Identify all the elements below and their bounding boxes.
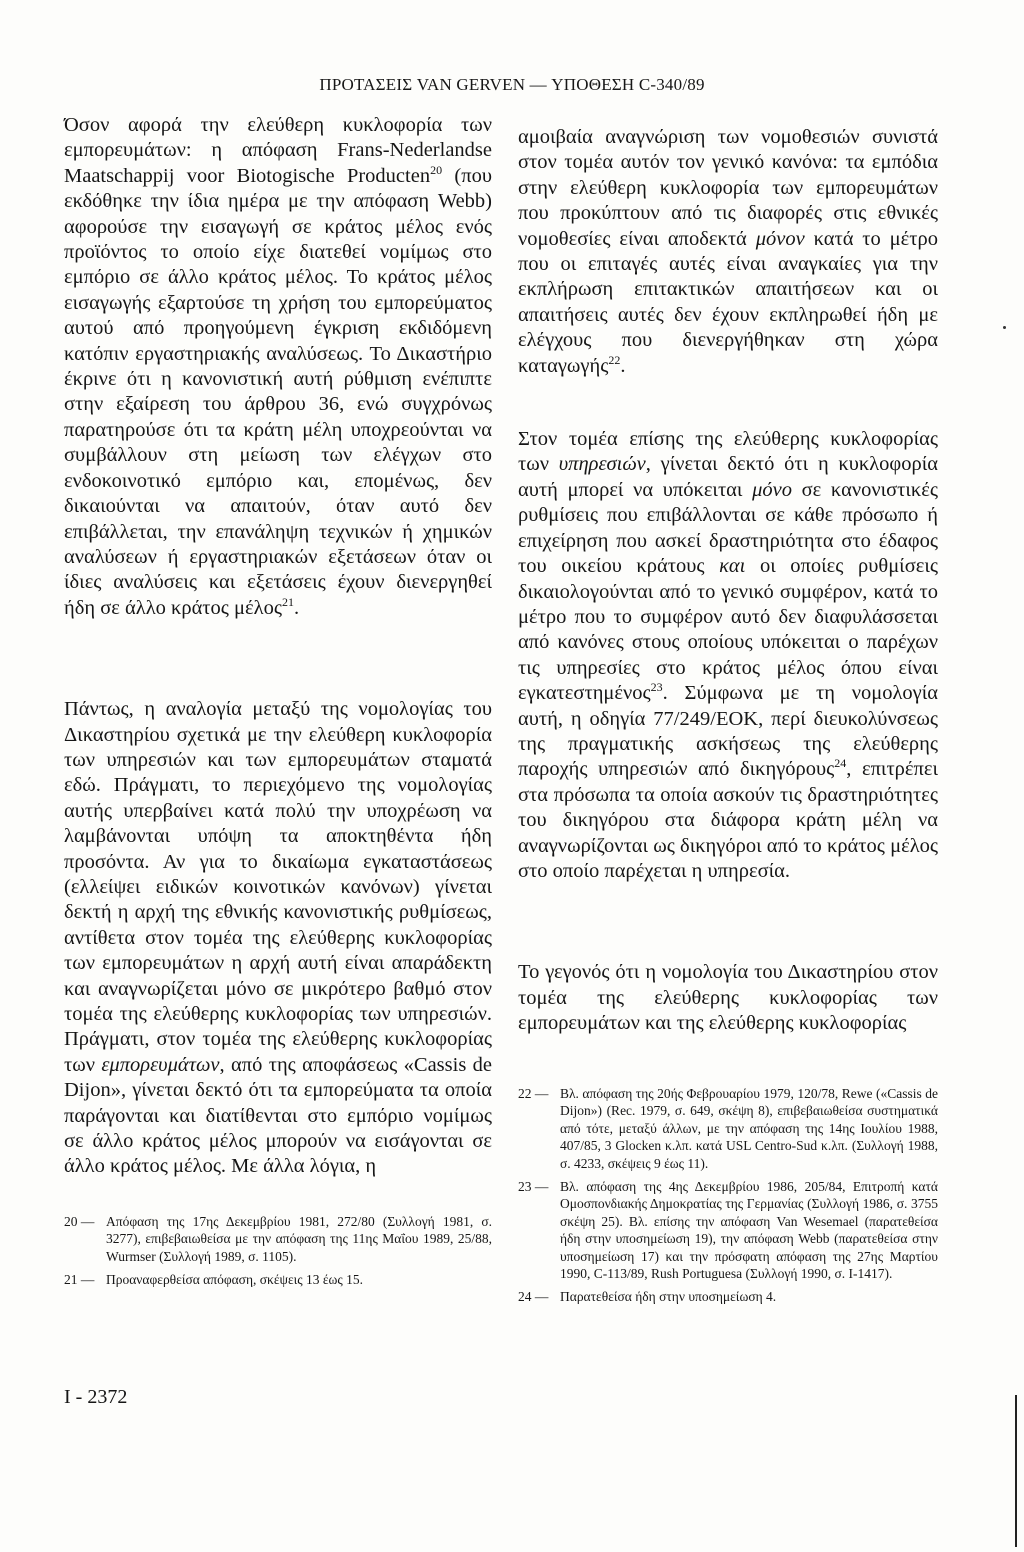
- emphasis: και: [719, 555, 746, 578]
- footnote-number: 20 —: [64, 1214, 95, 1229]
- footnote-ref[interactable]: 22: [608, 352, 621, 367]
- emphasis: υπηρεσιών: [558, 453, 646, 476]
- footnote-number: 24 —: [518, 1289, 549, 1305]
- footnotes-right: [518, 1085, 938, 1312]
- running-header: ΠΡΟΤΑΣΕΙΣ VAN GERVEN — ΥΠΟΘΕΣΗ C-340/89: [319, 75, 705, 94]
- emphasis: εμπορευμάτων: [101, 1053, 220, 1076]
- page-number: I - 2372: [64, 1386, 128, 1408]
- footnote-ref[interactable]: 20: [430, 162, 443, 177]
- scan-edge-line: [1015, 1395, 1017, 1547]
- footnote: [64, 1271, 492, 1288]
- emphasis: μόνο: [752, 478, 792, 501]
- footnote: [518, 1288, 938, 1305]
- paragraph: Το γεγονός ότι η νομολογία του Δικαστηρίου στον τομέα της ελεύθερης κυκλοφορίας των εμπορευμάτων και της ελεύθερης κυκλοφορίας: [518, 961, 938, 1035]
- footnote: [518, 1085, 938, 1172]
- footnote-text: Απόφαση της 17ης Δεκεμβρίου 1981, 272/80 (Συλλογή 1981, σ. 3277), επιβεβαιωθείσα με την απόφαση της 11ης Μαΐου 1989, 25/88, Wurmser (Συλλογή 1989, σ. 1105).: [106, 1214, 492, 1264]
- footnote-number: 23 —: [518, 1179, 549, 1195]
- paragraph: αμοιβαία αναγνώριση των νομοθεσιών συνιστά στον τομέα αυτόν τον γενικό κανόνα: τα εμπόδια στην ελεύθερη κυκλοφορία των εμπορευμάτων που προκύπτουν από τις διαφορές στις εθνικές νομοθεσίες είναι αποδεκτά μόνον κατά το μέτρο που οι επιταγές αυτές είναι αναγκαίες για την εκπλήρωση επιτακτικών απαιτήσεων και οι απαιτήσεις αυτές δεν έχουν εκπληρωθεί ήδη με ελέγχους που διενεργήθηκαν στη χώρα καταγωγής$^{22}$.: [518, 126, 938, 377]
- footnote-ref[interactable]: 23: [650, 680, 663, 695]
- footnote-text: Βλ. απόφαση της 20ής Φεβρουαρίου 1979, 120/78, Rewe («Cassis de Dijon») (Rec. 1979, σ. 649, σκέψη 8), επιβεβαιωθείσα συστηματικά από τότε, μεταξύ άλλων, με την απόφαση της 14ης Ιουλίου 1988, 407/85, 3 Glocken κ.λπ. κατά USL Centro-Sud κ.λπ. (Συλλογή 1988, σ. 4233, σκέψεις 9 έως 11).: [560, 1086, 938, 1171]
- footnote-ref[interactable]: 24: [834, 756, 847, 771]
- footnote-number: 22 —: [518, 1086, 549, 1101]
- footnote-number: 21 —: [64, 1272, 95, 1288]
- scan-speck: [1003, 326, 1006, 329]
- paragraph: Όσον αφορά την ελεύθερη κυκλοφορία των εμπορευμάτων: η απόφαση Frans-Nederlandse Maatschappij voor Biotogische Producten$^{20}$ (που εκδόθηκε την ίδια ημέρα με την απόφαση Webb) αφορούσε την εισαγωγή σε κράτος μέλος ενός προϊόντος το οποίο είχε διατεθεί νομίμως στο εμπόριο σε άλλο κράτος μέλος. Το κράτος μέλος εισαγωγής εξαρτούσε τη χρήση του εμπορεύματος αυτού από προηγούμενη έγκριση εκδιδόμενη κατόπιν εργαστηριακής αναλύσεως. Το Δικαστήριο έκρινε ότι η κανονιστική αυτή ρύθμιση ενέπιπτε στην εξαίρεση του άρθρου 36, ενώ συγχρόνως παρατηρούσε ότι τα κράτη μέλη υποχρεούνται να συμβάλλουν στη μείωση των ελέγχων στο ενδοκοινοτικό εμπόριο και, επομένως, δεν δικαιούνται να απαιτούν, όταν αυτό δεν επιβάλλεται, την επανάληψη τεχνικών ή χημικών αναλύσεων ή εργαστηριακών εξετάσεων όταν οι ίδιες αναλύσεις και εξετάσεις έχουν διενεργηθεί ήδη σε άλλο κράτος μέλος$^{21}$.: [64, 114, 493, 619]
- footnote-text: Προαναφερθείσα απόφαση, σκέψεις 13 έως 15.: [106, 1272, 364, 1288]
- footnote-text: Παρατεθείσα ήδη στην υποσημείωση 4.: [560, 1289, 777, 1305]
- emphasis: μόνον: [755, 227, 805, 250]
- footnote: [518, 1178, 938, 1282]
- footnotes-left: [64, 1213, 492, 1295]
- footnote: [64, 1213, 492, 1265]
- paragraph: Στον τομέα επίσης της ελεύθερης κυκλοφορίας των υπηρεσιών, γίνεται δεκτό ότι η κυκλοφορία αυτή μπορεί να υπόκειται μόνο σε κανονιστικές ρυθμίσεις που επιβάλλονται σε κάθε πρόσωπο ή επιχείρηση που ασκεί δραστηριότητα στο έδαφος του οικείου κράτους και οι οποίες ρυθμίσεις δικαιολογούνται από το γενικό συμφέρον, κατά το μέτρο που το συμφέρον αυτό δεν διαφυλάσσεται από κανόνες στους οποίους υπόκειται ο παρέχων τις υπηρεσίες στο κράτος μέλος όπου είναι εγκατεστημένος$^{23}$. Σύμφωνα με τη νομολογία αυτή, η οδηγία 77/249/ΕΟΚ, περί διευκολύνσεως της πραγματικής ασκήσεως της ελεύθερης παροχής υπηρεσιών από δικηγόρους$^{24}$, επιτρέπει στα πρόσωπα τα οποία ασκούν τις δραστηριότητες του δικηγόρου στα διάφορα κράτη μέλη να αναγνωρίζονται ως δικηγόροι από το κράτος μέλος στο οποίο παρέχεται η υπηρεσία.: [518, 428, 938, 882]
- footnote-ref[interactable]: 21: [281, 594, 294, 609]
- left-column: [64, 113, 492, 1180]
- footnote-text: Βλ. απόφαση της 4ης Δεκεμβρίου 1986, 205/84, Επιτροπή κατά Ομοσπονδιακής Δημοκρατίας της Γερμανίας (Συλλογή 1986, σ. 3755 σκέψη 25). Βλ. επίσης την απόφαση Van Wesemael (παρατεθείσα ήδη στην υποσημείωση 19), την απόφαση Webb (παρατεθείσα στην υποσημείωση 17) και την πρόσφατη απόφαση της 27ης Μαρτίου 1990, C-113/89, Rush Portuguesa (Συλλογή 1990, σ. I-1417).: [560, 1179, 938, 1282]
- right-column: [518, 125, 938, 1037]
- paragraph: Πάντως, η αναλογία μεταξύ της νομολογίας του Δικαστηρίου σχετικά με την ελεύθερη κυκλοφορία των υπηρεσιών και των εμπορευμάτων σταματά εδώ. Πράγματι, το περιεχόμενο της νομολογίας αυτής υπερβαίνει κατά πολύ την υποχρέωση να λαμβάνονται υπόψη τα αποκτηθέντα ήδη προσόντα. Αν για το δικαίωμα εγκαταστάσεως (ελλείψει ειδικών κοινοτικών κανόνων) γίνεται δεκτή η αρχή της εθνικής κανονιστικής ρυθμίσεως, αντίθετα στον τομέα της ελεύθερης κυκλοφορίας των εμπορευμάτων η αρχή αυτή είναι απαράδεκτη και αναγνωρίζεται μόνο σε μικρότερο βαθμό στον τομέα της ελεύθερης κυκλοφορίας των υπηρεσιών. Πράγματι, στον τομέα της ελεύθερης κυκλοφορίας των εμπορευμάτων, από της αποφάσεως «Cassis de Dijon», γίνεται δεκτό ότι τα εμπορεύματα τα οποία παράγονται και διατίθενται στο εμπόριο νομίμως σε άλλο κράτος μέλος μπορούν να εισάγονται σε άλλο κράτος μέλος. Με άλλα λόγια, η: [64, 698, 492, 1178]
